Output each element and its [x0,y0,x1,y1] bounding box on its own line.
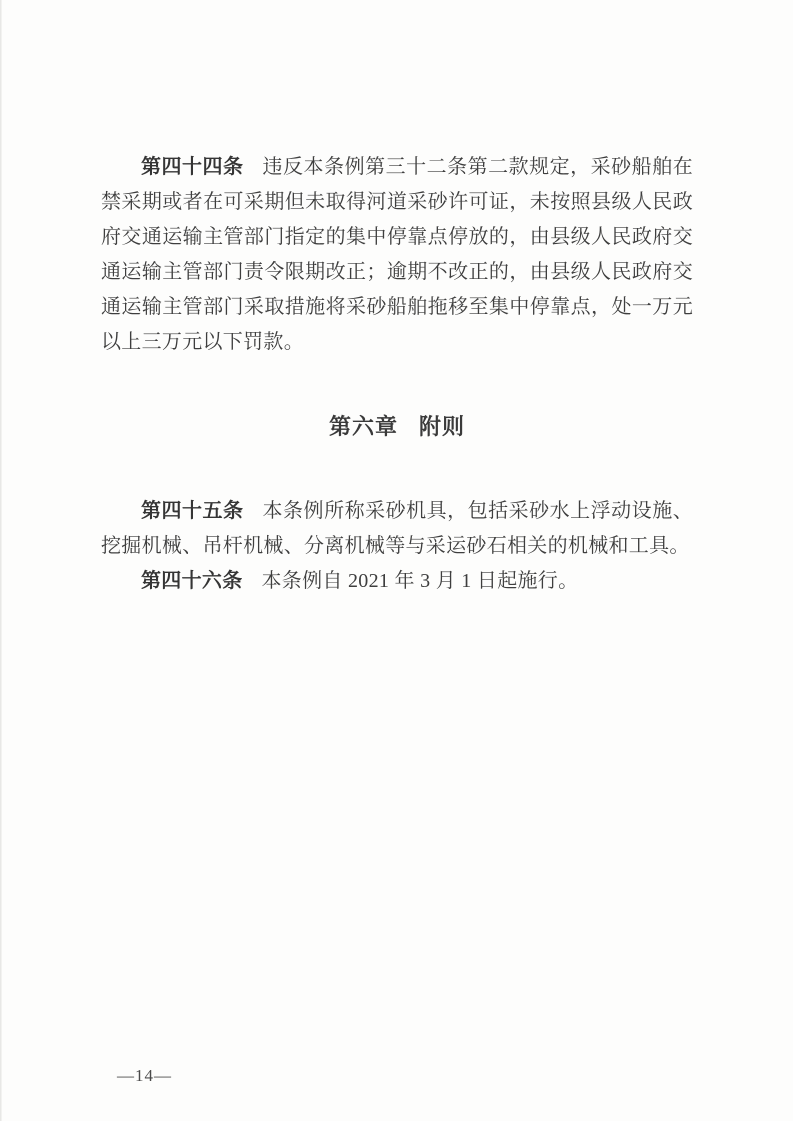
page-content [101,150,693,599]
page-number: —14— [117,1066,172,1085]
chapter-heading [101,412,693,442]
scan-edge-shadow [0,0,2,1121]
chapter-title: 附则 [419,414,466,439]
article-46-text: 本条例自 2021 年 3 月 1 日起施行。 [261,570,579,592]
chapter-number: 第六章 [328,414,398,439]
article-45 [101,494,693,564]
article-46-number: 第四十六条 [141,570,243,592]
article-45-text: 本条例所称采砂机具，包括采砂水上浮动设施、挖掘机械、吊杆机械、分离机械等与采运砂石相关的机械和工具。 [101,500,693,557]
article-45-number: 第四十五条 [141,500,244,522]
article-46 [101,564,693,599]
article-44-number: 第四十四条 [141,156,244,178]
article-44-text: 违反本条例第三十二条第二款规定，采砂船舶在禁采期或者在可采期但未取得河道采砂许可证，未按照县级人民政府交通运输主管部门指定的集中停靠点停放的，由县级人民政府交通运输主管部门责令限期改正；逾期不改正的，由县级人民政府交通运输主管部门采取措施将采砂船舶拖移至集中停靠点，处一万元以上三万元以下罚款。 [101,156,693,353]
article-44 [101,150,693,360]
